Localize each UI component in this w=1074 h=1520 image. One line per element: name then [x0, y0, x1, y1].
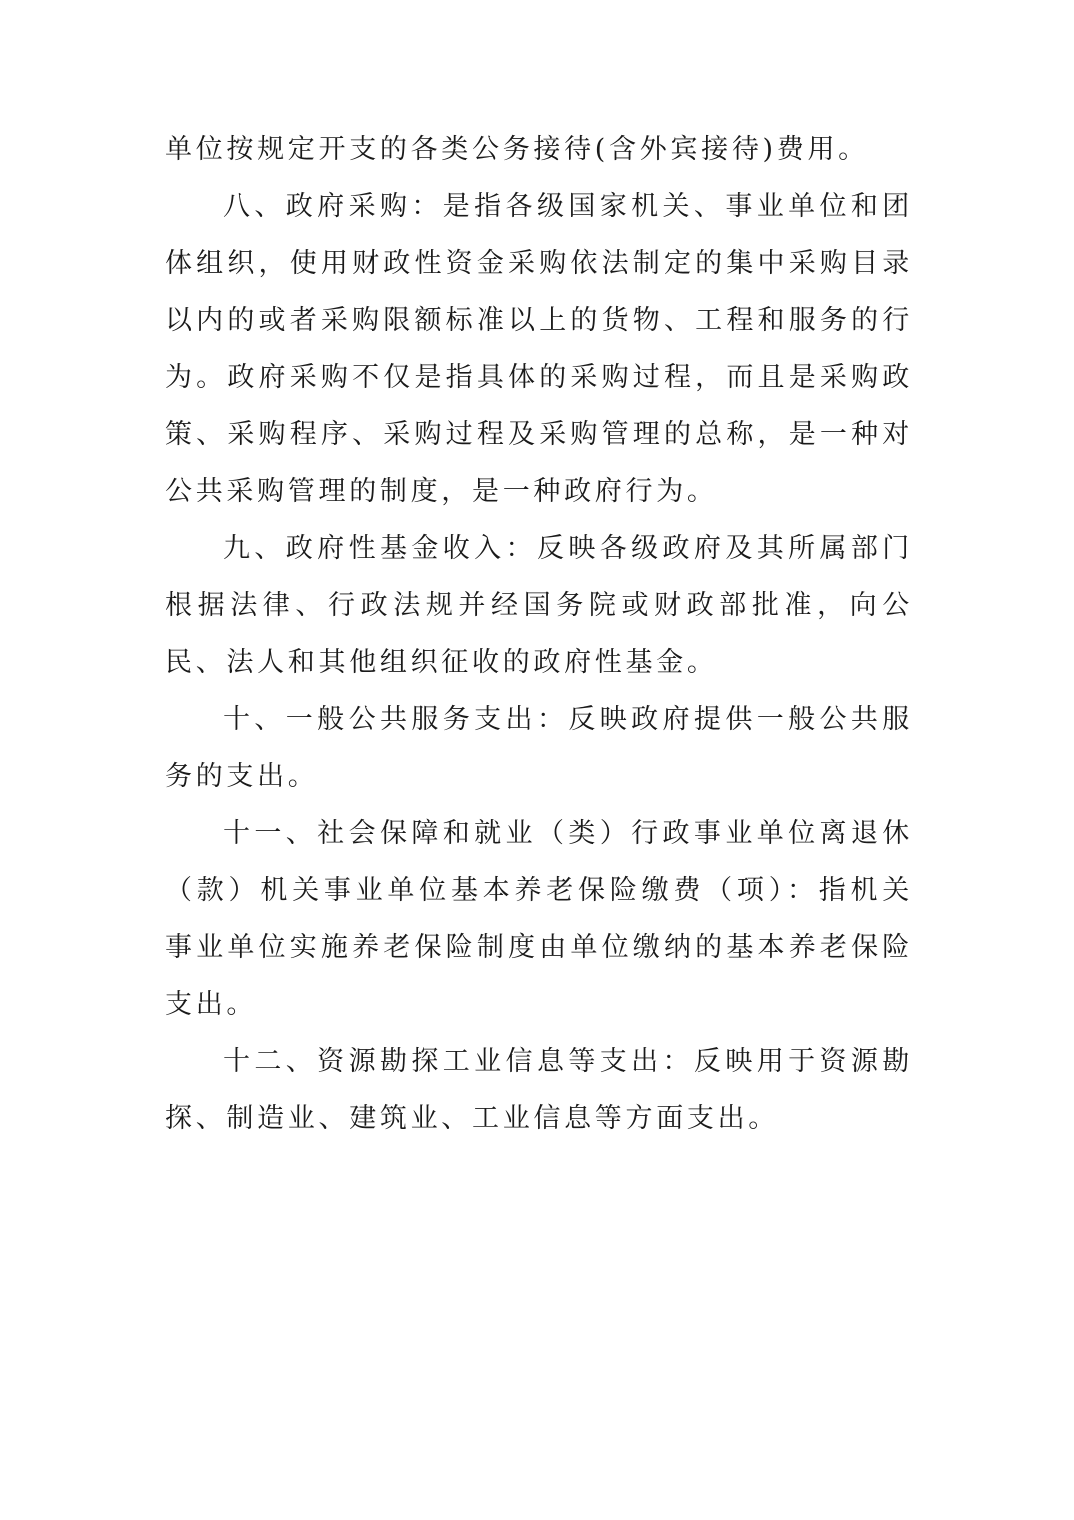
paragraph-government-procurement: 八、政府采购：是指各级国家机关、事业单位和团体组织，使用财政性资金采购依法制定的集中采购目录以内的或者采购限额标准以上的货物、工程和服务的行为。政府采购不仅是指具体的采购过程，而且是采购政策、采购程序、采购过程及采购管理的总称，是一种对公共采购管理的制度，是一种政府行为。	[165, 191, 913, 507]
paragraph-pension-insurance: 十一、社会保障和就业（类）行政事业单位离退休（款）机关事业单位基本养老保险缴费（项）：指机关事业单位实施养老保险制度由单位缴纳的基本养老保险支出。	[165, 818, 913, 1020]
paragraph-government-fund-revenue: 九、政府性基金收入：反映各级政府及其所属部门根据法律、行政法规并经国务院或财政部批准，向公民、法人和其他组织征收的政府性基金。	[165, 533, 913, 678]
document-body	[165, 121, 913, 1147]
paragraph-continuation: 单位按规定开支的各类公务接待(含外宾接待)费用。	[165, 134, 869, 165]
paragraph-resource-exploration: 十二、资源勘探工业信息等支出：反映用于资源勘探、制造业、建筑业、工业信息等方面支出。	[165, 1046, 913, 1134]
paragraph-general-public-services: 十、一般公共服务支出：反映政府提供一般公共服务的支出。	[165, 704, 913, 792]
